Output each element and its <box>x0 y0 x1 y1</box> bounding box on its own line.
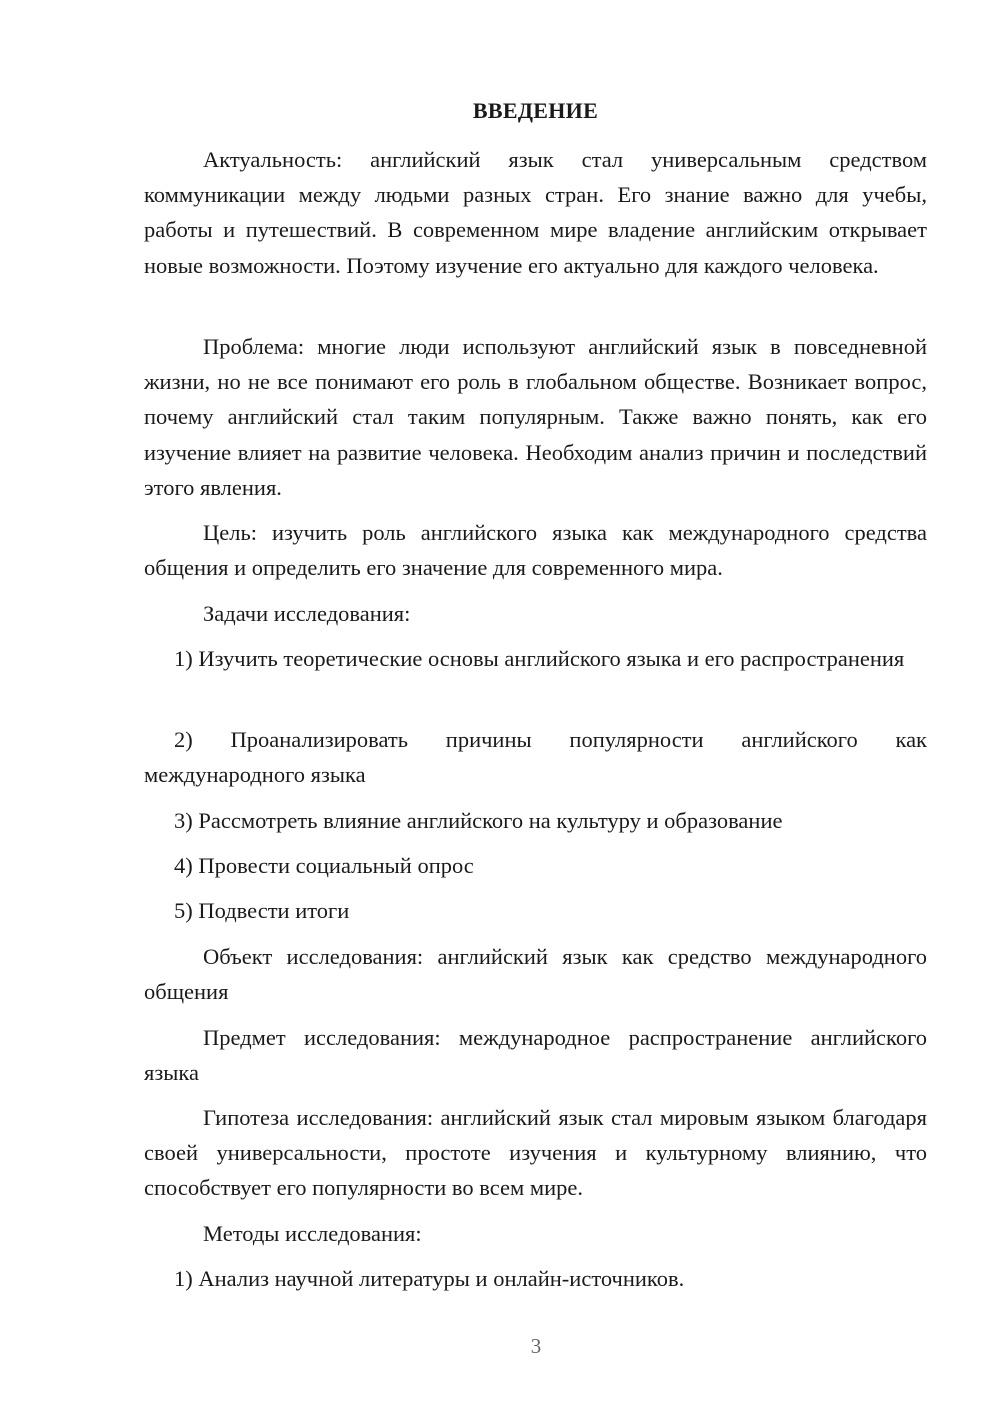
hypothesis-paragraph: Гипотеза исследования: английский язык стал мировым языком благодаря своей универсальности, простоте изучения и культурному влиянию, что способствует его популярности во всем мире. <box>144 1105 927 1201</box>
object-paragraph: Объект исследования: английский язык как средство международного общения <box>144 944 927 1005</box>
subject-paragraph: Предмет исследования: международное распространение английского языка <box>144 1025 927 1086</box>
relevance-paragraph: Актуальность: английский язык стал универсальным средством коммуникации между людьми разных стран. Его знание важно для учебы, работы и путешествий. В современном мире владение английским открывает новые возможности. Поэтому изучение его актуально для каждого человека. <box>144 147 927 278</box>
section-heading: ВВЕДЕНИЕ <box>472 98 599 123</box>
task-item-2: 2) Проанализировать причины популярности английского как международного языка <box>144 727 927 788</box>
task-item-3: 3) Рассмотреть влияние английского на культуру и образование <box>174 808 783 833</box>
task-item-5: 5) Подвести итоги <box>174 898 350 923</box>
task-item-4: 4) Провести социальный опрос <box>174 853 474 878</box>
page-number: 3 <box>530 1334 542 1358</box>
task-item-1: 1) Изучить теоретические основы английского языка и его распространения <box>174 646 905 671</box>
methods-title: Методы исследования: <box>203 1221 422 1246</box>
method-item-1: 1) Анализ научной литературы и онлайн-источников. <box>174 1266 685 1291</box>
goal-paragraph: Цель: изучить роль английского языка как международного средства общения и определить его значение для современного мира. <box>144 520 927 581</box>
tasks-title: Задачи исследования: <box>203 601 411 626</box>
problem-paragraph: Проблема: многие люди используют английский язык в повседневной жизни, но не все понимают его роль в глобальном обществе. Возникает вопрос, почему английский стал таким популярным. Также важно понять, как его изучение влияет на развитие человека. Необходим анализ причин и последствий этого явления. <box>144 334 927 500</box>
